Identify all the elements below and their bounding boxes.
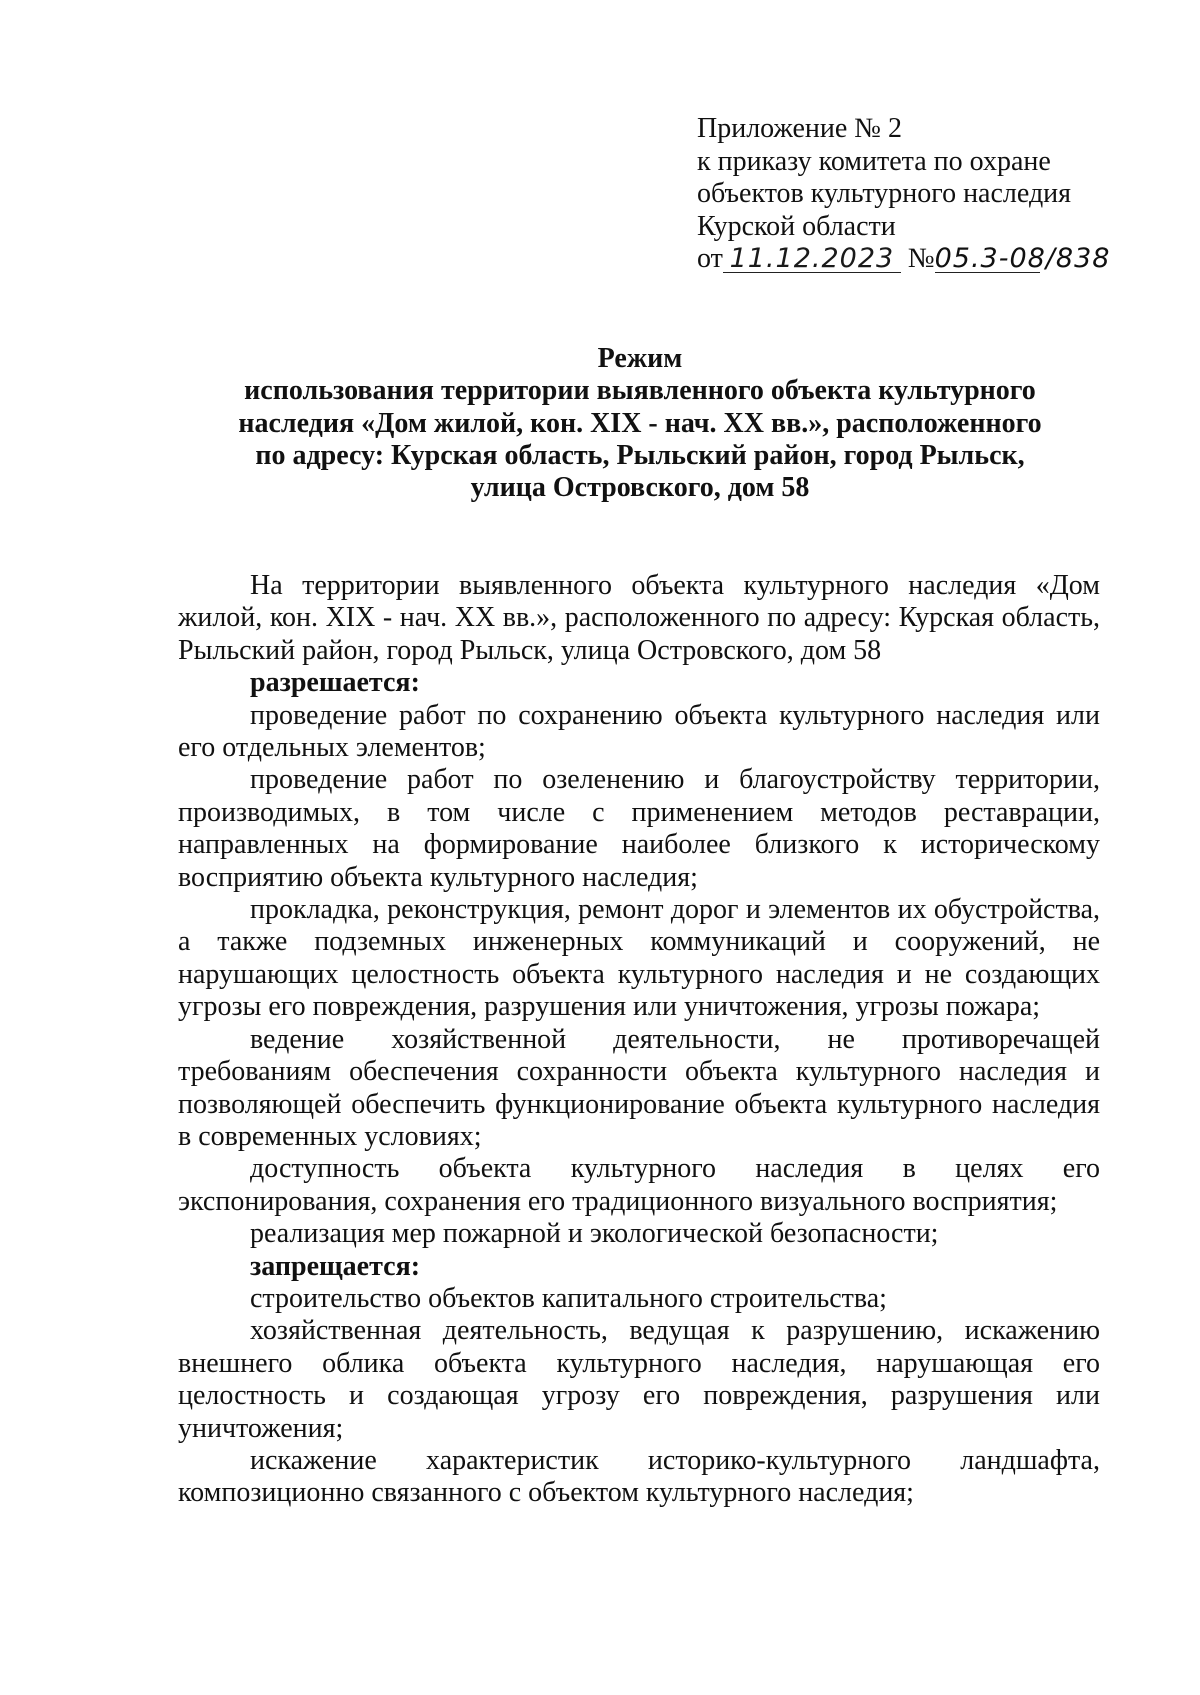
from-label: от xyxy=(697,243,723,274)
title-line-2: использования территории выявленного объекта культурного xyxy=(244,375,1036,407)
title-line-3: наследия «Дом жилой, кон. XIX - нач. XX вв.», расположенного xyxy=(238,407,1042,439)
allowed-item: проведение работ по озеленению и благоустройству территории, производимых, в том числе с применением методов реставрации, направленных на формирование наиболее близкого к историческому восприятию объекта культурного наследия; xyxy=(178,764,1100,893)
appendix-order-ref: к приказу комитета по охране xyxy=(697,145,1051,177)
appendix-header xyxy=(697,113,1177,277)
order-date-number-line xyxy=(697,243,1177,277)
forbidden-item: хозяйственная деятельность, ведущая к разрушению, искажению внешнего облика объекта культурного наследия, нарушающая его целостность и создающая угрозу его повреждения, разрушения или уничтожения; xyxy=(178,1315,1100,1444)
order-number-field xyxy=(934,243,1111,274)
forbidden-item: строительство объектов капитального строительства; xyxy=(250,1282,887,1314)
allowed-heading: разрешается: xyxy=(250,667,420,699)
handwritten-date: 11.12.2023 xyxy=(729,243,895,274)
title-line-5: улица Островского, дом 58 xyxy=(470,472,810,504)
forbidden-item: искажение характеристик историко-культурного ландшафта, композиционно связанного с объектом культурного наследия; xyxy=(178,1444,1100,1509)
document-body xyxy=(178,570,1100,1510)
allowed-item: проведение работ по сохранению объекта культурного наследия или его отдельных элементов; xyxy=(178,699,1100,764)
document-title xyxy=(170,343,1110,504)
allowed-item: прокладка, реконструкция, ремонт дорог и элементов их обустройства, а также подземных инженерных коммуникаций и сооружений, не нарушающих целостность объекта культурного наследия и не создающих угрозы его повреждения, разрушения или уничтожения, угрозы пожара; xyxy=(178,894,1100,1023)
allowed-item: ведение хозяйственной деятельности, не противоречащей требованиям обеспечения сохранности объекта культурного наследия и позволяющей обеспечить функционирование объекта культурного наследия в современных условиях; xyxy=(178,1023,1100,1152)
appendix-committee: объектов культурного наследия xyxy=(697,178,1072,209)
forbidden-heading: запрещается: xyxy=(250,1250,421,1282)
allowed-item: доступность объекта культурного наследия в целях его экспонирования, сохранения его традиционного визуального восприятия; xyxy=(178,1153,1100,1217)
number-label: № xyxy=(907,243,935,274)
order-date-field xyxy=(723,243,901,274)
allowed-item: реализация мер пожарной и экологической безопасности; xyxy=(250,1218,939,1250)
title-line-1: Режим xyxy=(597,343,683,374)
title-line-4: по адресу: Курская область, Рыльский район, город Рыльск, xyxy=(255,439,1025,471)
handwritten-number: 05.3-08/838 xyxy=(934,243,1111,274)
intro-paragraph: На территории выявленного объекта культурного наследия «Дом жилой, кон. XIX - нач. XX вв.», расположенного по адресу: Курская область, Рыльский район, город Рыльск, улица Островского, дом 58 xyxy=(178,570,1100,666)
appendix-title: Приложение № 2 xyxy=(697,113,902,144)
appendix-region: Курской области xyxy=(697,210,896,242)
